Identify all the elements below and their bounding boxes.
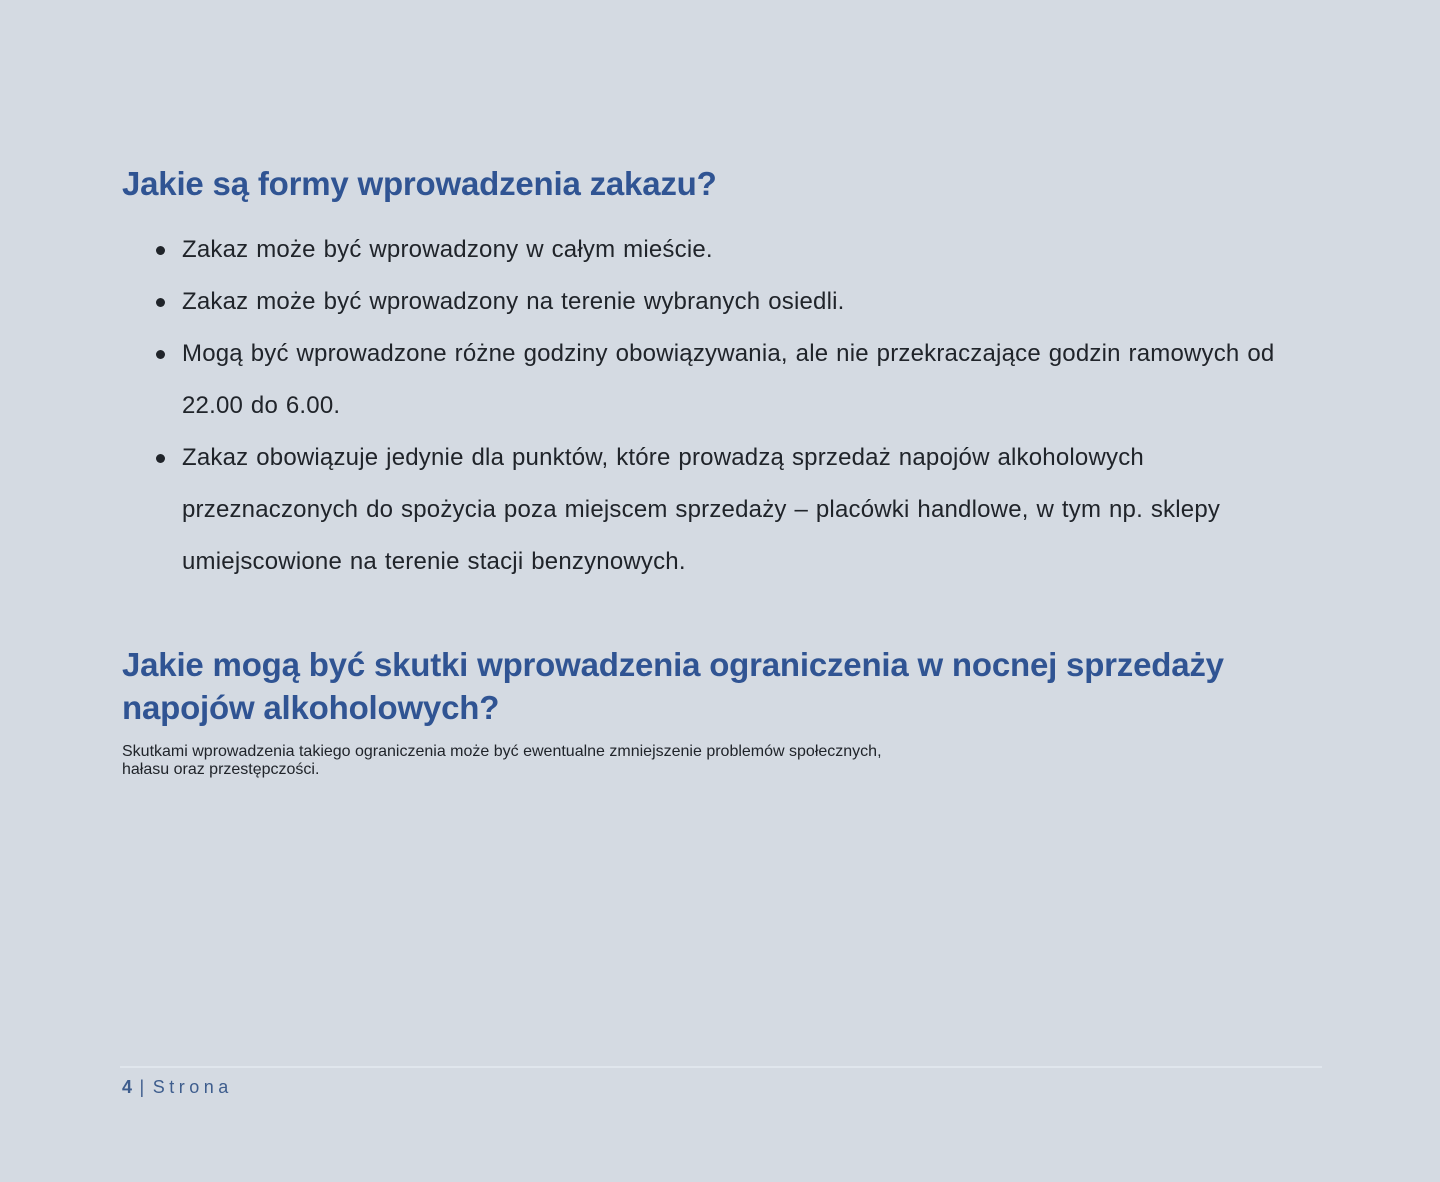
bullet-line: przeznaczonych do spożycia poza miejscem sprzedaży – placówki handlowe, w tym np. sklepy xyxy=(182,496,1221,523)
bullet-line: Zakaz obowiązuje jedynie dla punktów, które prowadzą sprzedaż napojów alkoholowych xyxy=(182,444,1144,471)
footer-label: Strona xyxy=(152,1077,233,1097)
footer-divider-rule xyxy=(120,1066,1322,1068)
bullet-icon xyxy=(156,298,165,307)
bullet-icon xyxy=(156,454,165,463)
bullet-line: Mogą być wprowadzone różne godziny obowiązywania, ale nie przekraczające godzin ramowych od xyxy=(182,340,1275,367)
bullet-item xyxy=(122,276,1330,328)
bullet-line: Zakaz może być wprowadzony na terenie wybranych osiedli. xyxy=(182,288,845,315)
bullet-line: Zakaz może być wprowadzony w całym mieście. xyxy=(182,236,713,263)
section-heading-effects xyxy=(122,643,1330,729)
paragraph-line: Skutkami wprowadzenia takiego ograniczenia może być ewentualne zmniejszenie problemów społecznych, xyxy=(122,743,882,760)
document-page xyxy=(0,164,1440,1182)
bullet-item xyxy=(122,432,1330,588)
heading-line: Jakie mogą być skutki wprowadzenia ograniczenia w nocnej sprzedaży xyxy=(122,646,1224,683)
bullet-list xyxy=(122,224,1330,588)
bullet-icon xyxy=(156,350,165,359)
page-footer xyxy=(122,1076,233,1098)
heading-line: napojów alkoholowych? xyxy=(122,689,500,726)
bullet-item xyxy=(122,224,1330,276)
footer-separator: | xyxy=(139,1077,149,1097)
paragraph-line: hałasu oraz przestępczości. xyxy=(122,761,320,778)
page-number: 4 xyxy=(122,1077,137,1097)
bullet-item xyxy=(122,328,1330,432)
section-heading-forms: Jakie są formy wprowadzenia zakazu? xyxy=(122,165,717,202)
bullet-line: umiejscowione na terenie stacji benzynowych. xyxy=(182,548,686,575)
bullet-line: 22.00 do 6.00. xyxy=(182,392,341,419)
bullet-icon xyxy=(156,246,165,255)
